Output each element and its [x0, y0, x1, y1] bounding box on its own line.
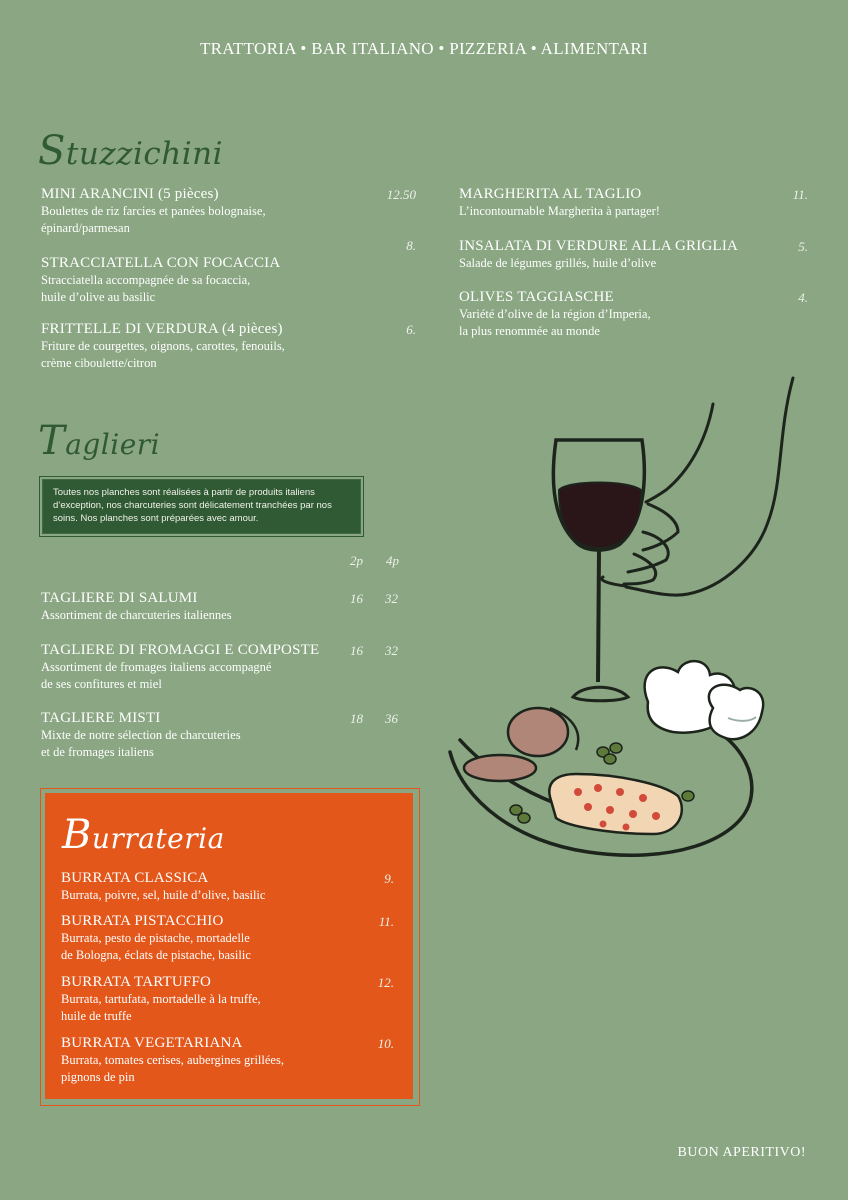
burrata-icon	[645, 661, 764, 739]
item-price: 5.	[798, 239, 808, 254]
item-price: 6.	[406, 322, 416, 337]
menu-item	[459, 185, 779, 220]
menu-item	[41, 589, 351, 624]
item-price: 10.	[377, 1036, 394, 1051]
item-desc: Boulettes de riz farcies et panées bolognaise,	[41, 204, 266, 218]
taglieri-title-rest: aglieri	[65, 428, 161, 461]
burrateria-title-rest: urrateria	[91, 822, 225, 855]
item-desc: Friture de courgettes, oignons, carottes, fenouils,	[41, 339, 285, 353]
menu-item	[459, 237, 779, 272]
menu-item	[41, 709, 351, 761]
item-price-2p: 16	[350, 591, 363, 606]
stuzzichini-title-rest: tuzzichini	[65, 136, 224, 172]
item-name: BURRATA PISTACCHIO	[61, 913, 224, 929]
item-price-2p: 16	[350, 643, 363, 658]
stuzzichini-title-cap: S	[38, 128, 66, 174]
item-desc: Salade de légumes grillés, huile d’olive	[459, 256, 657, 270]
footer-greeting: BUON APERITIVO!	[677, 1145, 806, 1160]
item-name: MINI ARANCINI (5 pièces)	[41, 186, 219, 202]
item-desc: Assortiment de fromages italiens accompagné	[41, 660, 272, 674]
item-name: TAGLIERE DI FROMAGGI E COMPOSTE	[41, 642, 320, 658]
menu-item	[61, 973, 361, 1025]
focaccia-icon	[549, 774, 682, 834]
stuzzichini-title	[38, 128, 223, 174]
item-price: 12.	[377, 975, 394, 990]
item-name: OLIVES TAGGIASCHE	[459, 289, 614, 305]
item-price: 12.50	[386, 187, 416, 202]
column-header-2p: 2p	[350, 553, 363, 568]
item-price: 11.	[378, 914, 394, 929]
item-name: BURRATA VEGETARIANA	[61, 1035, 243, 1051]
menu-item	[459, 288, 779, 340]
item-desc: crème ciboulette/citron	[41, 356, 157, 370]
menu-item	[41, 320, 381, 372]
item-name: BURRATA CLASSICA	[61, 870, 209, 886]
item-name: MARGHERITA AL TAGLIO	[459, 186, 642, 202]
item-price-4p: 36	[385, 711, 398, 726]
item-desc: Variété d’olive de la région d’Imperia,	[459, 307, 651, 321]
taglieri-title	[38, 418, 160, 464]
header-tagline: TRATTORIA • BAR ITALIANO • PIZZERIA • ALIMENTARI	[199, 39, 649, 58]
menu-item	[61, 869, 361, 904]
item-price: 8.	[406, 238, 416, 253]
column-header-4p: 4p	[386, 553, 399, 568]
item-price: 9.	[384, 871, 394, 886]
item-desc: et de fromages italiens	[41, 745, 154, 759]
item-desc: Burrata, pesto de pistache, mortadelle	[61, 931, 250, 945]
menu-item	[61, 912, 361, 964]
item-desc: la plus renommée au monde	[459, 324, 600, 338]
item-desc: Burrata, tomates cerises, aubergines grillées,	[61, 1053, 284, 1067]
item-name: TAGLIERE MISTI	[41, 710, 161, 726]
hand-holding-wine-glass-with-burrata-board-icon	[438, 372, 818, 872]
item-desc: Burrata, poivre, sel, huile d’olive, basilic	[61, 888, 266, 902]
item-name: INSALATA DI VERDURE ALLA GRIGLIA	[459, 238, 739, 254]
taglieri-note: Toutes nos planches sont réalisées à partir de produits italiens d’exception, nos charcuteries sont délicatement tranchées par nos soins. Nos planches sont préparées avec amour.	[53, 487, 332, 524]
item-desc: Stracciatella accompagnée de sa focaccia,	[41, 273, 251, 287]
item-name: TAGLIERE DI SALUMI	[41, 590, 198, 606]
item-desc: pignons de pin	[61, 1070, 135, 1084]
item-desc: huile d’olive au basilic	[41, 290, 156, 304]
menu-item	[61, 1034, 361, 1086]
item-desc: épinard/parmesan	[41, 221, 130, 235]
item-name: FRITTELLE DI VERDURA (4 pièces)	[41, 321, 283, 337]
item-price-2p: 18	[350, 711, 363, 726]
item-desc: Assortiment de charcuteries italiennes	[41, 608, 232, 622]
item-price: 4.	[798, 290, 808, 305]
item-name: BURRATA TARTUFFO	[61, 974, 212, 990]
item-price-4p: 32	[385, 643, 398, 658]
taglieri-title-cap: T	[38, 418, 66, 464]
salami-icon	[464, 708, 578, 781]
item-desc: de Bologna, éclats de pistache, basilic	[61, 948, 251, 962]
taglieri-note-box	[42, 479, 361, 534]
item-desc: Burrata, tartufata, mortadelle à la truffe,	[61, 992, 261, 1006]
burrateria-title-cap: B	[62, 812, 92, 858]
item-price-4p: 32	[385, 591, 398, 606]
menu-item	[41, 641, 351, 693]
burrateria-title	[62, 812, 225, 858]
item-desc: L’incontournable Margherita à partager!	[459, 204, 660, 218]
item-name: STRACCIATELLA CON FOCACCIA	[41, 255, 281, 271]
item-desc: huile de truffe	[61, 1009, 132, 1023]
item-price: 11.	[792, 187, 808, 202]
menu-item	[41, 185, 381, 237]
menu-item	[41, 254, 381, 306]
item-desc: Mixte de notre sélection de charcuteries	[41, 728, 241, 742]
item-desc: de ses confitures et miel	[41, 677, 162, 691]
